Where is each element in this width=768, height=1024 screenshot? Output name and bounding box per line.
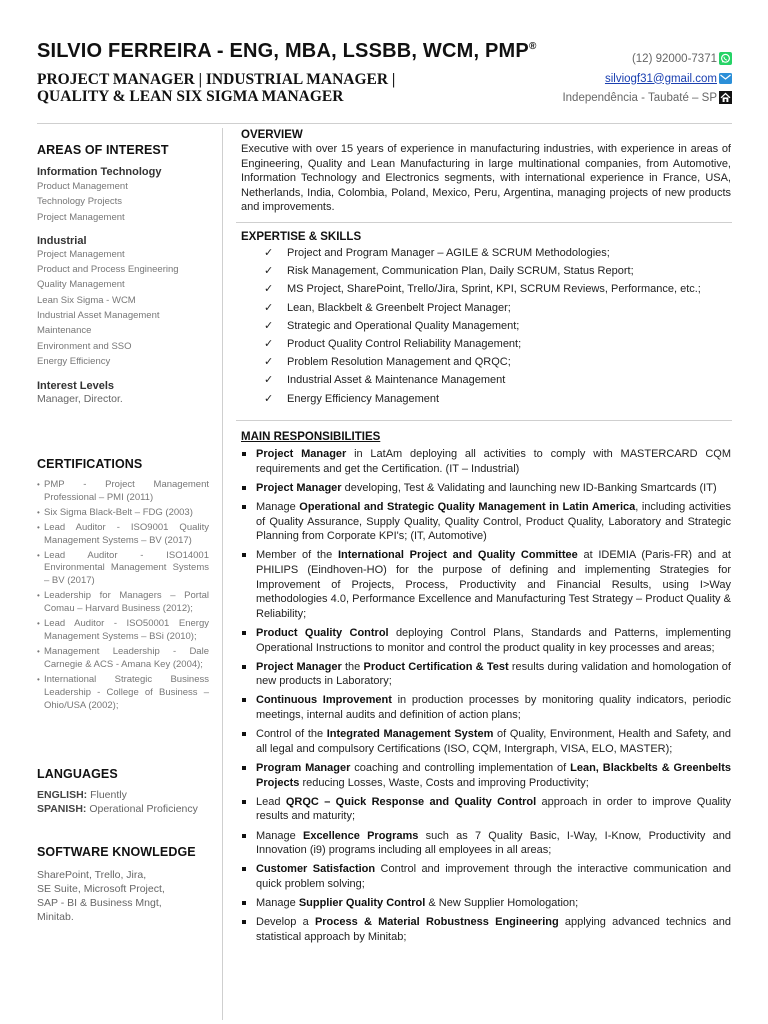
industrial-list — [37, 247, 209, 369]
skills-divider — [236, 420, 732, 421]
list-item — [241, 390, 731, 408]
bold-text: Supplier Quality Control — [298, 897, 426, 910]
list-item: • Management Leadership - Dale Carnegie & ACS - Amana Key (2004); — [37, 646, 209, 672]
bold-text: Operational and Strategic Quality Management in Latin America — [299, 500, 636, 513]
skill-text: Product Quality Control Reliability Management; — [287, 338, 522, 351]
text-run: results during validation and homologation of new products in Laboratory; — [256, 660, 731, 688]
list-item — [241, 626, 731, 655]
text-run: Manage — [256, 829, 303, 842]
english-value: Fluently — [90, 789, 127, 801]
overview-text: Executive with over 15 years of experience in manufacturing industries, with experience in areas of Engineering, Quality and Lean Manufacturing in large multinational companies, from Automotive, Information Technology and Electronics segments, with international experience in France, USA, Netherlands, India, Colombia, Poland, Mexico, Peru, Argentina, managing projects of new products and improvements. — [241, 143, 731, 213]
list-item: • Lead Auditor - ISO14001 Environmental Management Systems – BV (2017) — [37, 550, 209, 589]
text-run: deploying Control Plans, Standards and Patterns, implementing Operational Instructions to monitor and control the product quality in key processes and areas; — [256, 626, 731, 654]
text-run: , including activities of Quality Assurance, Supply Quality, Quality Control, Product Quality, Laboratory and Strategic Planning from Corporate KPI's; (IT, Automotive) — [256, 500, 731, 543]
text-run: applying advanced technics and statistical approach by Minitab; — [256, 916, 731, 943]
list-item — [241, 353, 731, 371]
spanish-value: Operational Proficiency — [89, 803, 198, 815]
bold-text: Continuous Improvement — [256, 694, 392, 707]
list-item: • International Strategic Business Leadership - College of Business – Ohio/USA (2002); — [37, 674, 209, 713]
list-item: SharePoint, Trello, Jira, — [37, 869, 147, 881]
text-run: Control of the — [256, 728, 327, 741]
check-icon: ✓ — [264, 392, 274, 405]
check-icon: ✓ — [264, 247, 274, 259]
list-item: Product and Process Engineering — [37, 264, 179, 276]
list-item — [241, 795, 731, 824]
skill-text: Project and Program Manager – AGILE & SCRUM Methodologies; — [287, 247, 610, 259]
list-item: • Lead Auditor - ISO50001 Energy Management Systems – BSi (2010); — [37, 618, 209, 644]
industrial-heading: Industrial — [37, 234, 87, 247]
list-item — [241, 862, 731, 891]
skills-section — [241, 231, 731, 408]
skill-text: Industrial Asset & Maintenance Management — [287, 374, 506, 387]
skill-text: Lean, Blackbelt & Greenbelt Project Manager; — [287, 301, 511, 314]
text-run: Manage — [256, 897, 299, 910]
header-divider — [37, 123, 732, 124]
skills-list — [241, 244, 731, 408]
bold-text: International Project and Quality Committee — [337, 549, 578, 562]
list-item — [241, 317, 731, 335]
list-item — [241, 761, 731, 790]
job-title-line-2: QUALITY & LEAN SIX SIGMA MANAGER — [37, 88, 344, 105]
list-item: • Six Sigma Black-Belt – FDG (2003) — [37, 507, 209, 520]
list-item: Minitab. — [37, 911, 74, 923]
bold-text: Process & Material Robustness Engineering — [314, 916, 559, 929]
list-item — [241, 335, 731, 353]
skill-text: Energy Efficiency Management — [287, 392, 440, 405]
name-text: SILVIO FERREIRA - ENG, MBA, LSSBB, WCM, PMP — [37, 40, 529, 62]
list-item: Energy Efficiency — [37, 355, 111, 367]
responsibilities-section — [241, 431, 731, 949]
list-item — [241, 829, 731, 858]
list-item — [241, 660, 731, 689]
list-item: Technology Projects — [37, 196, 123, 208]
skill-text: Problem Resolution Management and QRQC; — [287, 356, 511, 369]
text-run: at IDEMIA (Paris-FR) and at PHILIPS (Eindhoven-HO) for the purpose of defining and implementing Strategies for Improvement of Projects, Process, Productivity and Financial Results, using I>Way methodologies 4.0, Performance Excellence and Manufacturing Test Strategy – Product Quality & Reliability; — [256, 549, 731, 620]
languages-section — [37, 767, 209, 816]
text-run: Develop a — [256, 916, 315, 929]
skill-text: MS Project, SharePoint, Trello/Jira, Sprint, KPI, SCRUM Reviews, Performance, etc.; — [287, 283, 701, 296]
check-icon: ✓ — [264, 319, 274, 332]
text-run: in LatAm deploying all activities to comply with MASTERCARD CQM requirements and get the Certification. (IT – Industrial) — [256, 448, 731, 475]
list-item — [241, 371, 731, 389]
responsibilities-heading: MAIN RESPONSIBILITIES — [241, 431, 381, 443]
check-icon: ✓ — [264, 338, 274, 351]
list-item: Environment and SSO — [37, 340, 132, 352]
text-run: Control and improvement through the interactive communication and quick problem solving; — [256, 863, 731, 890]
bold-text: Project Manager — [256, 481, 342, 494]
list-item: • Leadership for Managers – Portal Comau – Harvard Business (2012); — [37, 590, 209, 616]
overview-divider — [236, 222, 732, 223]
list-item: Lean Six Sigma - WCM — [37, 294, 136, 306]
software-list — [37, 868, 209, 924]
skill-text: Risk Management, Communication Plan, Daily SCRUM, Status Report; — [287, 265, 634, 278]
list-item — [241, 299, 731, 317]
areas-of-interest-section — [37, 143, 209, 406]
overview-section — [241, 129, 731, 215]
text-run: developing, Test & Validating and launching new ID-Banking Smartcards (IT) — [341, 481, 717, 494]
list-item — [241, 262, 731, 280]
home-icon — [719, 91, 732, 104]
list-item: SE Suite, Microsoft Project, — [37, 883, 165, 895]
list-item — [241, 481, 731, 496]
list-item — [241, 915, 731, 944]
text-run: such as 7 Quality Basic, I-Way, I-Know, Productivity and Innovation (i9) programs including all employees in all areas; — [256, 829, 732, 857]
text-run: coaching and controlling implementation of — [350, 762, 571, 775]
overview-heading: OVERVIEW — [241, 129, 303, 141]
bold-text: Excellence Programs — [302, 829, 419, 842]
column-divider — [222, 128, 223, 1020]
location-text: Independência - Taubaté – SP — [562, 91, 717, 104]
list-item: • PMP - Project Management Professional – PMI (2011) — [37, 479, 209, 505]
bold-text: Product Certification & Test — [363, 660, 509, 673]
phone-text: (12) 92000-7371 — [631, 52, 717, 65]
contact-phone — [632, 52, 732, 65]
list-item — [241, 500, 731, 544]
software-section — [37, 845, 209, 924]
list-item — [241, 447, 731, 476]
bold-text: Program Manager — [256, 762, 351, 775]
job-title-line-1: PROJECT MANAGER | INDUSTRIAL MANAGER | — [37, 71, 396, 88]
responsibilities-list — [241, 447, 731, 945]
skills-heading: EXPERTISE & SKILLS — [241, 231, 362, 243]
text-run: approach in order to improve Quality results and maturity; — [256, 795, 731, 823]
resume-name — [37, 40, 537, 63]
list-item — [241, 280, 731, 298]
certifications-list — [37, 479, 209, 712]
areas-heading: AREAS OF INTEREST — [37, 143, 169, 157]
text-run: reducing Losses, Waste, Costs and improving Productivity; — [299, 776, 589, 789]
text-run: Manage — [256, 500, 300, 513]
list-item: SAP - BI & Business Mngt, — [37, 897, 162, 909]
list-item — [241, 244, 731, 262]
list-item: Quality Management — [37, 279, 125, 291]
check-icon: ✓ — [264, 265, 274, 278]
check-icon: ✓ — [264, 356, 274, 369]
check-icon: ✓ — [264, 283, 274, 296]
it-list — [37, 179, 209, 225]
language-english — [37, 788, 209, 802]
mail-icon — [719, 72, 732, 85]
email-link[interactable]: silviogf31@gmail.com — [604, 72, 717, 85]
interest-levels-text: Manager, Director. — [37, 393, 123, 406]
contact-email[interactable] — [605, 72, 732, 85]
certifications-section — [37, 457, 209, 714]
language-spanish — [37, 802, 209, 816]
check-icon: ✓ — [264, 374, 274, 387]
list-item — [241, 896, 731, 911]
bold-text: Integrated Management System — [326, 728, 494, 741]
list-item: Product Management — [37, 181, 128, 192]
it-heading: Information Technology — [37, 166, 162, 178]
list-item: Project Management — [37, 211, 125, 223]
text-run: in production processes by monitoring quality indicators, periodic meetings, internal audits and definition of action plans; — [256, 694, 731, 722]
list-item — [241, 693, 731, 722]
bold-text: Lean, Blackbelts & Greenbelts Projects — [256, 762, 732, 789]
software-heading: SOFTWARE KNOWLEDGE — [37, 845, 196, 859]
whatsapp-icon — [719, 52, 732, 65]
text-run: Member of the — [256, 549, 338, 562]
list-item: Maintenance — [37, 325, 92, 337]
bold-text: QRQC – Quick Response and Quality Control — [285, 795, 537, 808]
text-run: of Quality, Environment, Health and Safety, and all legal and compulsory Certifications (ISO, CQM, Intergraph, VISA, ELO, MASTER); — [256, 728, 732, 755]
list-item: Project Management — [37, 248, 125, 260]
list-item — [241, 727, 731, 756]
check-icon: ✓ — [264, 301, 274, 314]
bold-text: Project Manager — [256, 448, 347, 460]
spanish-label: SPANISH: — [37, 803, 87, 815]
list-item: Industrial Asset Management — [37, 310, 160, 322]
languages-heading: LANGUAGES — [37, 767, 118, 781]
list-item — [241, 548, 731, 621]
bold-text: Project Manager — [256, 660, 342, 673]
skill-text: Strategic and Operational Quality Management; — [287, 319, 520, 332]
english-label: ENGLISH: — [37, 789, 88, 801]
text-run: Lead — [256, 795, 286, 808]
interest-levels-heading: Interest Levels — [37, 380, 115, 393]
text-run: the — [341, 660, 364, 673]
text-run: & New Supplier Homologation; — [425, 897, 579, 910]
certifications-heading: CERTIFICATIONS — [37, 457, 143, 471]
contact-location — [562, 91, 732, 104]
bold-text: Product Quality Control — [256, 626, 389, 639]
list-item: • Lead Auditor - ISO9001 Quality Management Systems – BV (2017) — [37, 522, 209, 548]
registered-mark: ® — [528, 41, 537, 52]
bold-text: Customer Satisfaction — [256, 863, 376, 876]
